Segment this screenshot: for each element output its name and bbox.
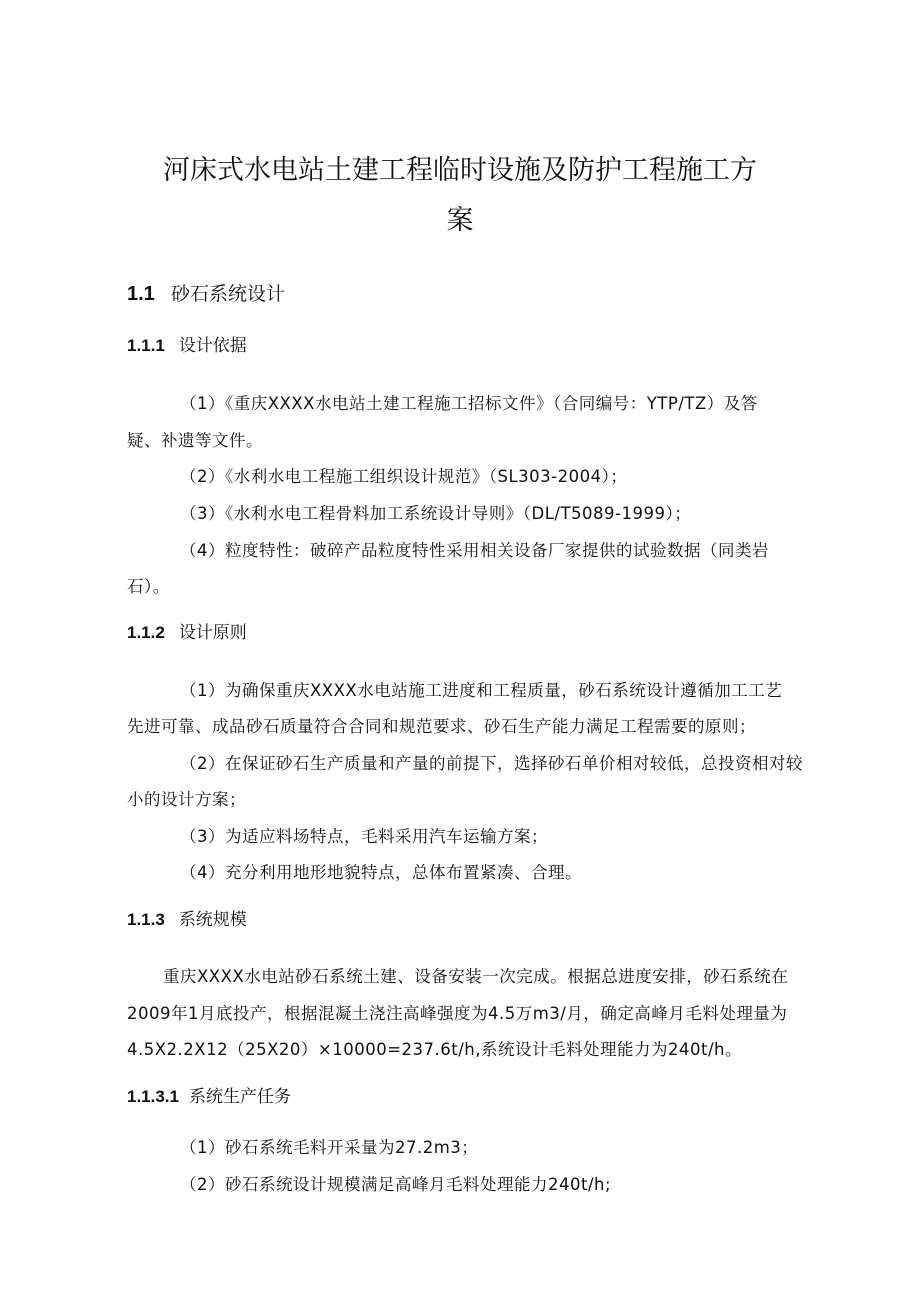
basis-item-2: （2）《水利水电工程施工组织设计规范》（SL303-2004）； bbox=[180, 467, 628, 486]
principle-item-1-line-1: （1）为确保重庆XXXX水电站施工进度和工程质量，砂石系统设计遵循加工工艺 bbox=[180, 681, 783, 700]
section-heading-1-1 bbox=[127, 279, 285, 306]
principle-item-4: （4）充分利用地形地貌特点，总体布置紧凑、合理。 bbox=[180, 863, 582, 882]
task-item-2: （2）砂石系统设计规模满足高峰月毛料处理能力240t/h; bbox=[180, 1175, 612, 1194]
section-title: 系统规模 bbox=[178, 910, 247, 930]
principle-item-2-line-1: （2）在保证砂石生产质量和产量的前提下，选择砂石单价相对较低，总投资相对较 bbox=[180, 754, 803, 773]
scale-paragraph-line-3: 4.5X2.2X12（25X20）×10000=237.6t/h,系统设计毛料处理能力为240t/h。 bbox=[127, 1040, 742, 1059]
section-heading-1-1-3-1 bbox=[127, 1082, 291, 1107]
basis-item-1-line-1: （1）《重庆XXXX水电站土建工程施工招标文件》（合同编号：YTP/TZ）及答 bbox=[180, 394, 758, 413]
scale-paragraph-line-1: 重庆XXXX水电站砂石系统土建、设备安装一次完成。根据总进度安排，砂石系统在 bbox=[163, 967, 789, 986]
section-number: 1.1.2 bbox=[127, 623, 165, 642]
section-title: 设计原则 bbox=[178, 623, 247, 643]
scale-paragraph-line-2: 2009年1月底投产，根据混凝土浇注高峰强度为4.5万m3/月，确定高峰月毛料处理量为 bbox=[127, 1004, 788, 1023]
principle-item-2-line-2: 小的设计方案； bbox=[127, 790, 246, 809]
basis-item-1-line-2: 疑、补遗等文件。 bbox=[127, 431, 263, 450]
basis-item-3: （3）《水利水电工程骨料加工系统设计导则》（DL/T5089-1999）； bbox=[180, 504, 692, 523]
section-heading-1-1-2 bbox=[127, 618, 247, 643]
section-heading-1-1-3 bbox=[127, 905, 247, 930]
document-title-line-1: 河床式水电站土建工程临时设施及防护工程施工方 bbox=[163, 155, 757, 186]
section-heading-1-1-1 bbox=[127, 331, 247, 356]
principle-item-1-line-2: 先进可靠、成品砂石质量符合合同和规范要求、砂石生产能力满足工程需要的原则； bbox=[127, 717, 756, 736]
task-item-1: （1）砂石系统毛料开采量为27.2m3； bbox=[180, 1138, 479, 1157]
basis-item-4-line-1: （4）粒度特性：破碎产品粒度特性采用相关设备厂家提供的试验数据（同类岩 bbox=[180, 541, 769, 560]
principle-item-3: （3）为适应料场特点，毛料采用汽车运输方案； bbox=[180, 827, 548, 846]
section-number: 1.1.3 bbox=[127, 910, 165, 929]
document-title-line-2: 案 bbox=[446, 205, 474, 236]
section-number: 1.1.3.1 bbox=[127, 1087, 179, 1106]
section-title: 设计依据 bbox=[178, 336, 247, 356]
section-number: 1.1.1 bbox=[127, 336, 165, 355]
section-number: 1.1 bbox=[127, 283, 155, 305]
section-title: 系统生产任务 bbox=[189, 1087, 291, 1107]
section-title: 砂石系统设计 bbox=[171, 283, 286, 305]
basis-item-4-line-2: 石）。 bbox=[127, 577, 170, 596]
